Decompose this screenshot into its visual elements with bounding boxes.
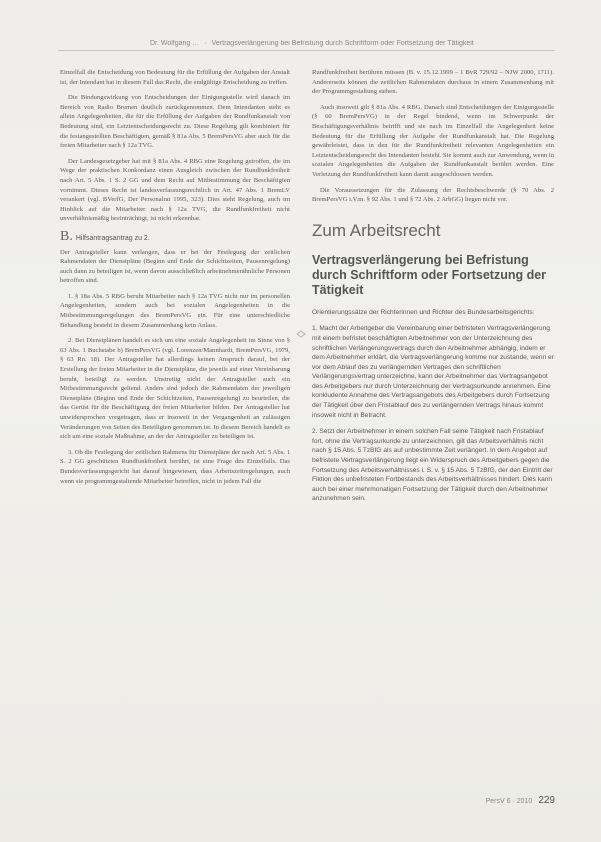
orientation-sentence-2: 2. Setzt der Arbeitnehmer in einem solchen Fall seine Tätigkeit nach Fristablauf fort, ohne die Vertragsurkunde zu unterzeichnen, gilt das Arbeitsverhältnis nicht nach § 15 Abs. 5 TzBfG als auf unbestimmte Zeit verlängert. In dem Angebot auf befristete Vertragsverlängerung liegt ein Widerspruch des Arbeitgebers gegen die Fortsetzung des Arbeitsverhältnisses i. S. v. § 15 Abs. 5 TzBfG, der den Eintritt der Fiktion des unbefristeten Fortbestands des Arbeitsverhältnisses hindert. Dies kann auch bei einer mehrmonatigen Fortsetzung der Tätigkeit durch den Arbeitnehmer anzunehmen sein.	[312, 428, 553, 503]
header-rule	[58, 50, 555, 51]
left-paragraph-6: 2. Bei Dienstplänen handelt es sich um eine soziale Angelegenheit im Sinne von § 63 Abs. 1 Buchstabe b) BremPersVG (vgl. Lorenzen/Mannhardt, BremPersVG, 1979, § 63 Rn. 18). Der Antragsteller hat allerdings keinen Anspruch darauf, bei der Erstellung der freien Mitarbeiter in die Dienstpläne, die jeweils auf einer Vereinbarung beruht, beteiligt zu werden. Unstreitig nicht der Antragsteller auch ein Mitbestimmungsrecht geltend. Anders sind jedoch die Rahmendaten der jeweiligen Dienstpläne (Beginn und Ende der Schichtzeiten, Pausenregelung) zu beurteilen, die das Gerüst für die Beschäftigung der freien Mitarbeiter bilden. Der Antragsteller hat unwidersprochen vorgetragen, dass er insoweit in der Vergangenheit an zulässigen Veränderungen von Seiten des Beteiligten genommen ist. In diesem Bereich handelt es sich um eine soziale Maßnahme, an der der Antragsteller zu beteiligen ist.	[60, 337, 290, 441]
left-paragraph-2: Die Bindungswirkung von Entscheidungen der Einigungsstelle wird danach im Bereich von Radio Bremen deutlich zurückgenommen. Dem Intendanten steht es allein Angelegenheiten, die für die Erfüllung der Aufgaben der Rundfunkanstalt von Bedeutung sind, ein Letztentscheidungsrecht zu. Diese Regelung gilt kombiniert für die festangestellten Beschäftigten, gemäß § 81a Abs. 5 BremPersVG aber auch für die freien Mitarbeiter nach § 12a TVG.	[60, 94, 290, 150]
left-paragraph-5: 1. § 18a Abs. 5 RBG beruht Mitarbeiter nach § 12a TVG nicht nur im personellen Angelegenheiten, sondern auch bei sozialen Angelegenheiten in die Mitbestimmungsregelungen des BremPersVG ein. Für eine unterschiedliche Behandlung besteht in diesem Zusammenhang kein Anlass.	[60, 292, 290, 329]
article-title: Vertragsverlängerung bei Befristung durch Schriftform oder Fortsetzung der Tätigkeit	[312, 252, 547, 297]
section-heading	[60, 228, 290, 244]
page-footer	[470, 795, 555, 806]
page-number: 229	[538, 795, 555, 806]
left-paragraph-1: Einzelfall die Entscheidung von Bedeutung für die Erfüllung der Aufgaben der Anstalt ist, der Intendant hat in diesem Fall das Recht, die endgültige Entscheidung zu treffen.	[60, 69, 290, 86]
orientation-sentence-1: 1. Macht der Arbeitgeber die Vereinbarung einer befristeten Vertragsverlängerung mit einem befristet beschäftigten Arbeitnehmer von der Unterzeichnung des schriftlichen Verlängerungsvertrags durch den Arbeitnehmer abhängig, indem er dem Arbeitnehmer erklärt, die Vertragsverlängerung komme nur zustande, wenn er vor dem Ablauf des zu verlängernden Vertrages den schriftlichen Verlängerungsvertrag unterzeichne, kann der Arbeitnehmer das Vertragsangebot des Arbeitgebers nur durch Unterzeichnung der Vertragsurkunde annehmen. Eine konkludente Annahme des Vertragsangebots des Arbeitgebers durch Fortsetzung der Tätigkeit über den Fristablauf des zu verlängernden Vertrags hinaus kommt insoweit nicht in Betracht.	[312, 325, 554, 419]
left-column	[60, 68, 290, 492]
section-title: Hilfsantragsantrag zu 2.	[75, 234, 150, 242]
right-paragraph-1: Rundfunkfreiheit berühren müssen (B. v. 15.12.1999 – 1 BvR 729/92 – NJW 2000, 1711). Andererseits können die zeitlichen Rahmendaten durchaus in einem Zusammenhang mit der Programmgestaltung stehen.	[312, 69, 554, 96]
running-header	[150, 40, 555, 47]
footer-journal: PersV 6 · 2010	[485, 798, 533, 805]
department-heading: Zum Arbeitsrecht	[312, 220, 441, 240]
left-paragraph-4: Der Antragsteller kann verlangen, dass er bei der Festlegung der zeitlichen Rahmendaten der Dienstpläne (Beginn und Ende der Schichtzeiten, Pausenregelung) auch dann zu beteiligen ist, wenn davon ausschließlich arbeitnehmerähnliche Personen betroffen sind.	[60, 248, 290, 285]
orientation-sentences	[312, 308, 554, 504]
header-author: Dr. Wolfgang …	[150, 40, 200, 47]
left-paragraph-7: 3. Ob die Festlegung der zeitlichen Rahmens für Dienstpläne der nach Art. 5 Abs. 1 S. 2 GG geschützten Rundfunkfreiheit berührt, ist eine Frage des Einzelfalls. Das Bundesverfassungsgericht hat darauf hingewiesen, dass Arbeitszeitregelungen, auch wenn sie programmgestaltende Mitarbeiter betreffen, nicht in jedem Fall die	[60, 448, 290, 485]
section-letter: B.	[60, 228, 73, 244]
header-separator: ·	[204, 40, 207, 47]
orientation-intro: Orientierungssätze der Richterinnen und Richter des Bundesarbeitsgerichts:	[312, 308, 535, 316]
right-paragraph-2: Auch insoweit gilt § 81a Abs. 4 RBG. Danach sind Entscheidungen der Einigungsstelle (§ 60 BremPersVG) in der Regel bindend, wenn im Schwerpunkt der Beschäftigungsverhältnis betrifft und sie nach im Einzelfall die Angelegenheit keine Bedeutung für die Erfüllung der Aufgabe der Rundfunkanstalt hat. Die Regelung gewährleistet, dass in den für die Rundfunkfreiheit relevanten Angelegenheiten ein Letztentscheidungsrecht des Intendanten besteht. Sie kommt auch zur Anwendung, wenn in sozialen Angelegenheiten die Aufgaben der Rundfunkanstalt berührt werden. Eine Verletzung der Rundfunkfreiheit kann damit ausgeschlossen werden.	[312, 103, 554, 178]
right-column	[312, 68, 554, 511]
column-ornament-icon	[296, 330, 306, 338]
header-running-title: Vertragsverlängerung bei Befristung durch Schriftform oder Fortsetzung der Tätigkeit	[211, 40, 474, 47]
left-paragraph-3: Der Landesgesetzgeber hat mit § 81a Abs. 4 RBG eine Regelung getroffen, die im Wege der praktischen Konkordanz einen Ausgleich zwischen der Rundfunkfreiheit nach Art. 5 Abs. 1 S. 2 GG und dem Recht auf Mitbestimmung der Beschäftigten vornimmt. Dieses Recht ist landesverfassungsrechtlich in Art. 47 Abs. 1 BremLV verankert (vgl. BVerfG, Der Personalrat 1995, 323). Dies steht Regelung, auch im Hinblick auf die Mitarbeiter nach § 12a TVG, die Rundfunkfreiheit nicht unverhältnismäßig beeinträchtigt, ist nicht erkennbar.	[60, 157, 290, 223]
right-paragraph-3: Die Voraussetzungen für die Zulassung der Rechtsbeschwerde (§ 70 Abs. 2 BremPersVG i.V.m. § 92 Abs. 1 und § 72 Abs. 2 ArbGG) liegen nicht vor.	[312, 186, 554, 204]
